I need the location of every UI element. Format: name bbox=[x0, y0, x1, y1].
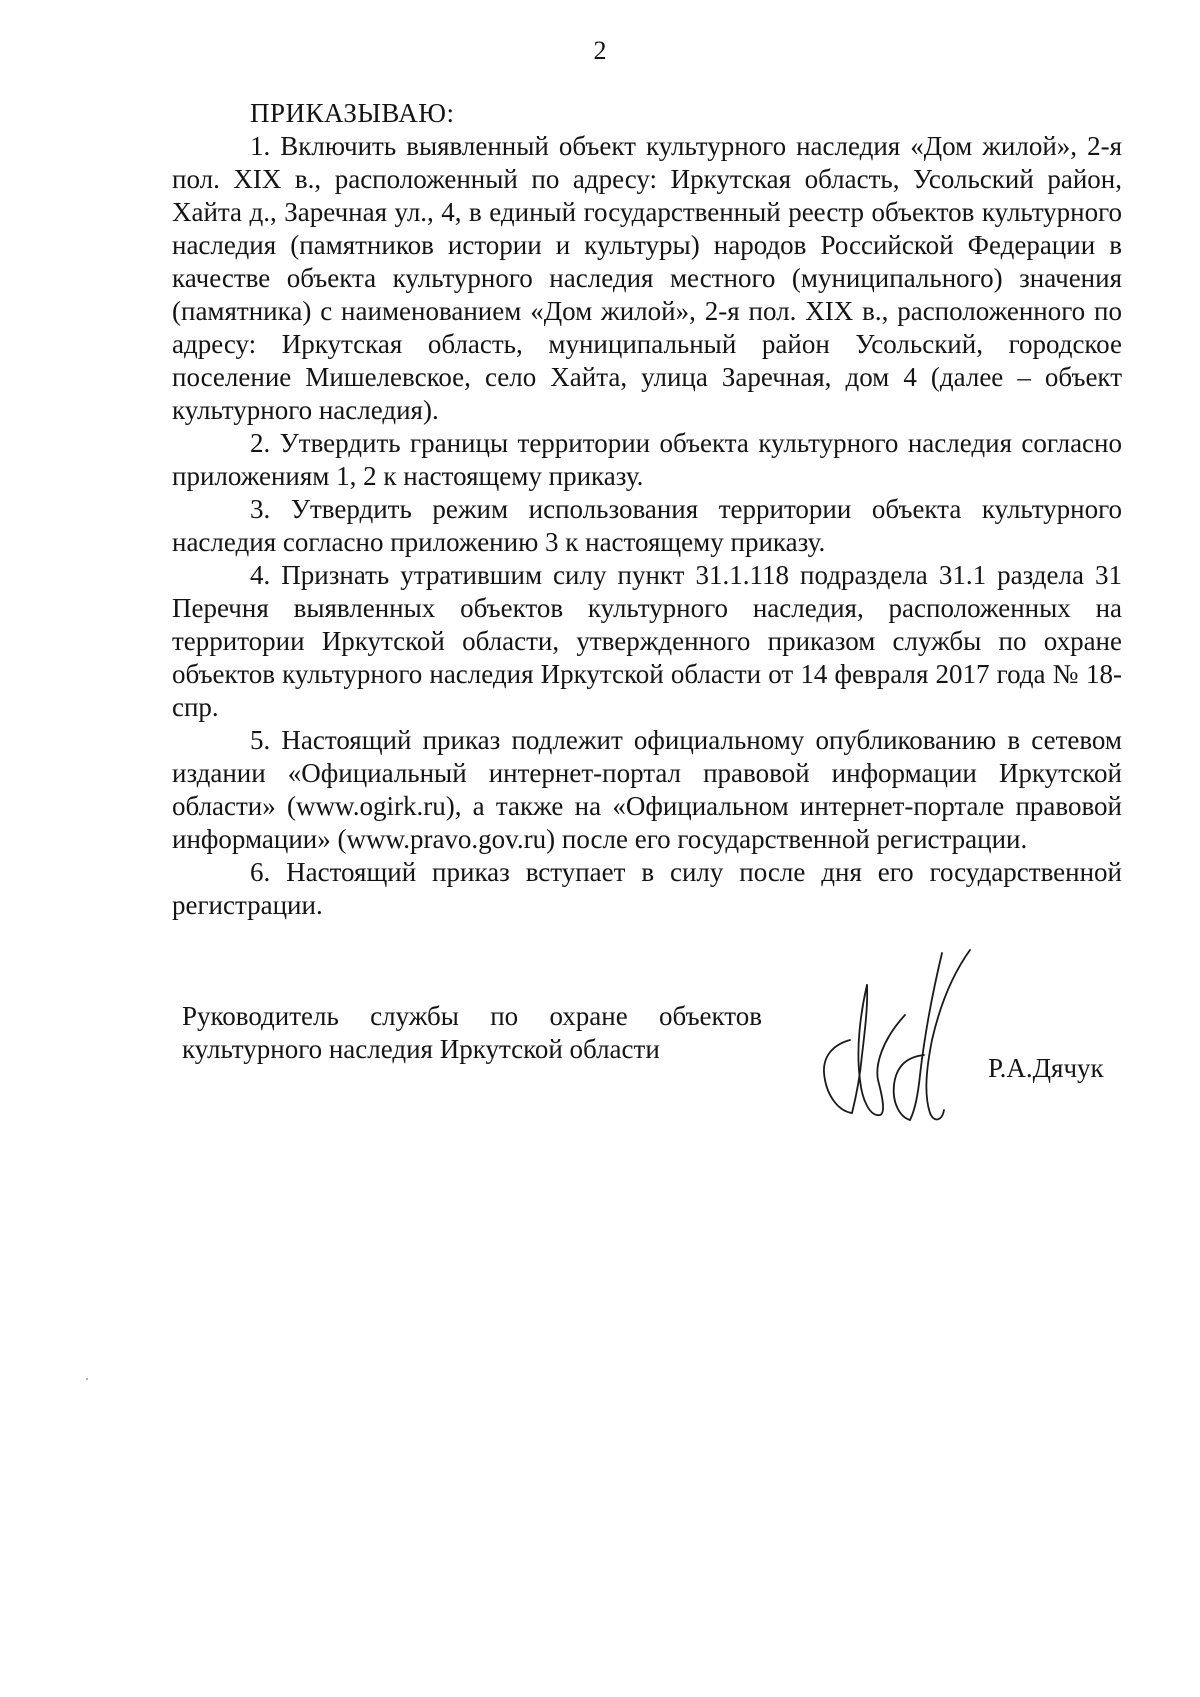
order-paragraph-6: 6. Настоящий приказ вступает в силу после дня его государственной регистрации. bbox=[172, 857, 1122, 920]
signatory-name: Р.А.Дячук bbox=[988, 1053, 1104, 1083]
order-paragraph-2: 2. Утвердить границы территории объекта культурного наследия согласно приложениям 1, 2 к настоящему приказу. bbox=[172, 428, 1122, 491]
order-heading: ПРИКАЗЫВАЮ: bbox=[250, 98, 455, 128]
signatory-position-line-1: Руководитель службы по охране объектов bbox=[182, 1001, 762, 1031]
handwritten-signature bbox=[820, 945, 995, 1125]
page-number: 2 bbox=[593, 36, 607, 65]
order-body bbox=[172, 97, 1122, 922]
scan-speck bbox=[86, 1378, 88, 1380]
order-paragraph-3: 3. Утвердить режим использования территории объекта культурного наследия согласно приложению 3 к настоящему приказу. bbox=[172, 494, 1122, 557]
order-paragraph-4: 4. Признать утратившим силу пункт 31.1.118 подраздела 31.1 раздела 31 Перечня выявленных объектов культурного наследия, расположенных на территории Иркутской области, утвержденного приказом службы по охране объектов культурного наследия Иркутской области от 14 февраля 2017 года № 18-спр. bbox=[172, 560, 1122, 722]
signatory-position bbox=[182, 1000, 762, 1066]
order-paragraph-1: 1. Включить выявленный объект культурного наследия «Дом жилой», 2-я пол. XIX в., расположенный по адресу: Иркутская область, Усольский район, Хайта д., Заречная ул., 4, в единый государственный реестр объектов культурного наследия (памятников истории и культуры) народов Российской Федерации в качестве объекта культурного наследия местного (муниципального) значения (памятника) с наименованием «Дом жилой», 2-я пол. XIX в., расположенного по адресу: Иркутская область, муниципальный район Усольский, городское поселение Мишелевское, село Хайта, улица Заречная, дом 4 (далее – объект культурного наследия). bbox=[172, 131, 1122, 425]
order-paragraph-5: 5. Настоящий приказ подлежит официальному опубликованию в сетевом издании «Официальный интернет-портал правовой информации Иркутской области» (www.ogirk.ru), а также на «Официальном интернет-портале правовой информации» (www.pravo.gov.ru) после его государственной регистрации. bbox=[172, 725, 1122, 854]
signatory-position-line-2: культурного наследия Иркутской области bbox=[182, 1034, 660, 1064]
